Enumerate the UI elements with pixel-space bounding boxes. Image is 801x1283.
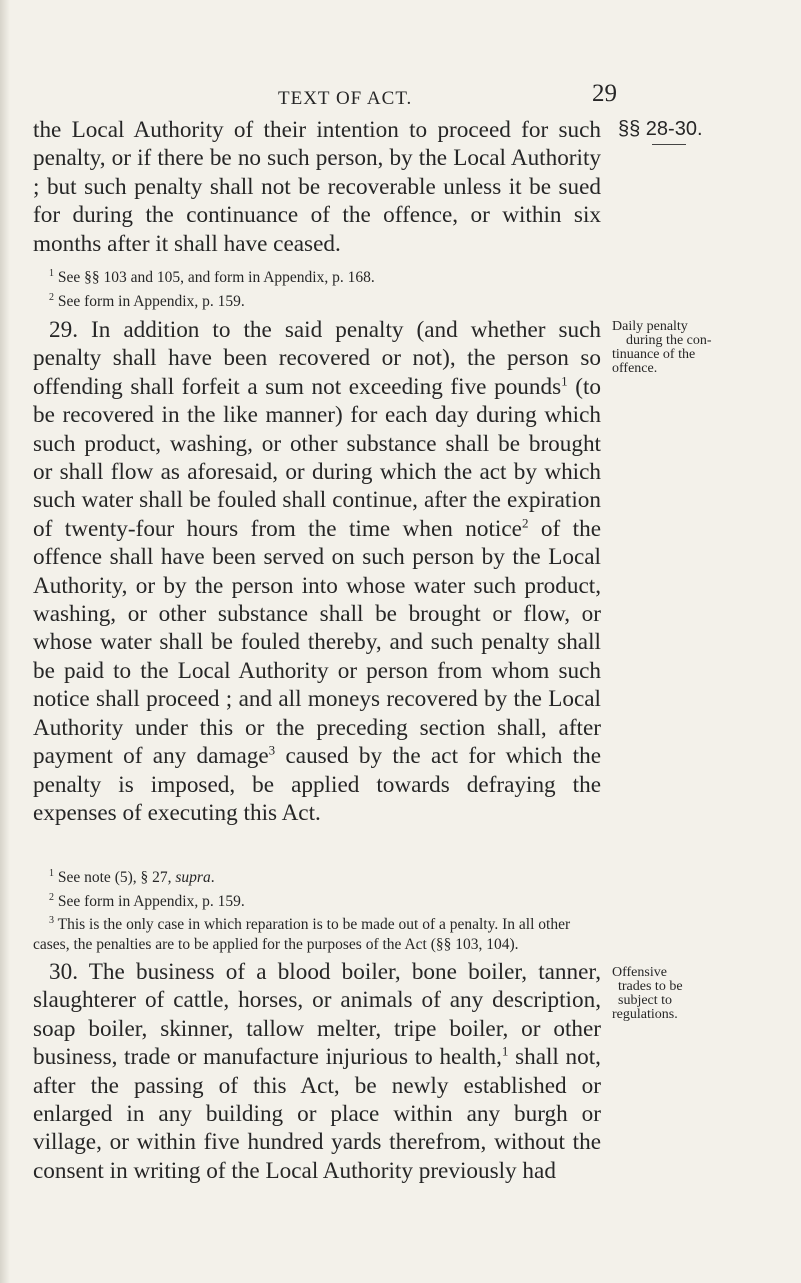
footnote-2: [33, 288, 601, 312]
footnote-ref: 3: [268, 742, 276, 758]
footnote-1: [33, 264, 601, 288]
footnote-mark: 2: [49, 891, 54, 903]
paragraph-text: caused by the act for which the penalty is imposed, be applied towards defraying the expenses of executing this Act.: [33, 743, 601, 826]
footnote-text: See form in Appendix, p. 159.: [57, 892, 245, 910]
paragraph-text: The business of a blood boiler, bone boiler, tanner, slaughterer of cattle, horses, or animals of any description, soap boiler, skinner, tallow melter, tripe boiler, or other business, trade or manufacture injurious to health,: [33, 959, 601, 1071]
footnote-text: See §§ 103 and 105, and form in Appendix, p. 168.: [57, 269, 375, 287]
paragraph-text: In addition to the said penalty (and whether such penalty shall have been recovered or not), the person so offending shall forfeit a sum not exceeding five pounds: [33, 317, 601, 400]
margin-line: during the con-: [626, 333, 712, 348]
paragraph-text: of the offence shall have been served on such person by the Local Authority, or by the person into whose water such product, washing, or other substance shall be brought or flow, or whose water shall be fouled thereby, and such penalty shall be paid to the Local Authority or person from whom such notice shall proceed ; and all moneys recovered by the Local Authority under this or the preceding section shall, after payment of any damage: [33, 515, 601, 770]
paragraph-28-continuation: the Local Authority of their intention to proceed for such penalty, or if there be no such person, by the Local Authority ; but such penalty shall not be recoverable unless it be sued for during the continuance of the offence, or within six months after it shall have ceased.: [33, 117, 601, 257]
footnote-mark: 3: [49, 915, 54, 927]
paragraph-30: [33, 958, 601, 1185]
margin-line: tinuance of the: [612, 347, 696, 362]
footnotes-29: [33, 864, 601, 954]
section-number: 30.: [49, 959, 78, 985]
section-reference: §§ 28-30.: [618, 118, 703, 140]
margin-line: Offensive: [612, 965, 667, 980]
page-number: 29: [592, 80, 617, 107]
footnotes-28: [33, 264, 601, 311]
margin-note-29: [612, 320, 792, 376]
footnote-text: See note (5), § 27,: [57, 869, 176, 887]
footnote-3: [33, 911, 601, 954]
footnote-text: .: [210, 869, 215, 887]
paragraph-29: [33, 316, 601, 827]
footnote-ref: 1: [501, 1043, 509, 1059]
footnote-mark: 1: [49, 868, 54, 879]
footnote-ref: 2: [521, 515, 529, 531]
footnote-mark: 1: [49, 268, 54, 279]
footnote-text: See form in Appendix, p. 159.: [57, 292, 245, 310]
margin-line: offence.: [612, 361, 658, 376]
footnote-mark: 2: [49, 291, 54, 303]
footnote-2: [33, 888, 601, 912]
margin-line: Daily penalty: [612, 319, 688, 334]
footnote-text-italic: supra: [175, 869, 211, 887]
footnote-ref: 1: [561, 373, 568, 389]
footnote-1: [33, 864, 601, 888]
page-header: [0, 80, 801, 118]
margin-line: trades to be: [618, 979, 683, 994]
paragraph-text: (to be recovered in the like manner) for each day during which such product, washing, or other substance shall be brought or shall flow as aforesaid, or during which the act by which such water shall be fouled shall continue, after the expiration of twenty-four hours from the time when notice: [33, 373, 601, 542]
section-reference-rule: [652, 144, 686, 145]
section-number: 29.: [49, 317, 78, 343]
running-head: TEXT OF ACT.: [278, 88, 413, 109]
margin-line: subject to: [618, 993, 673, 1008]
page-edge: [0, 0, 10, 1283]
margin-line: regulations.: [612, 1007, 678, 1022]
margin-note-30: [612, 966, 792, 1022]
paragraph-text: shall not, after the passing of this Act, be newly established or enlarged in any building or place within any burgh or village, or within five hundred yards therefrom, without the consent in writing of the Local Authority previously had: [33, 1044, 601, 1184]
footnote-text: This is the only case in which reparation is to be made out of a penalty. In all other cases, the penalties are to be applied for the purposes of the Act (§§ 103, 104).: [33, 916, 571, 953]
